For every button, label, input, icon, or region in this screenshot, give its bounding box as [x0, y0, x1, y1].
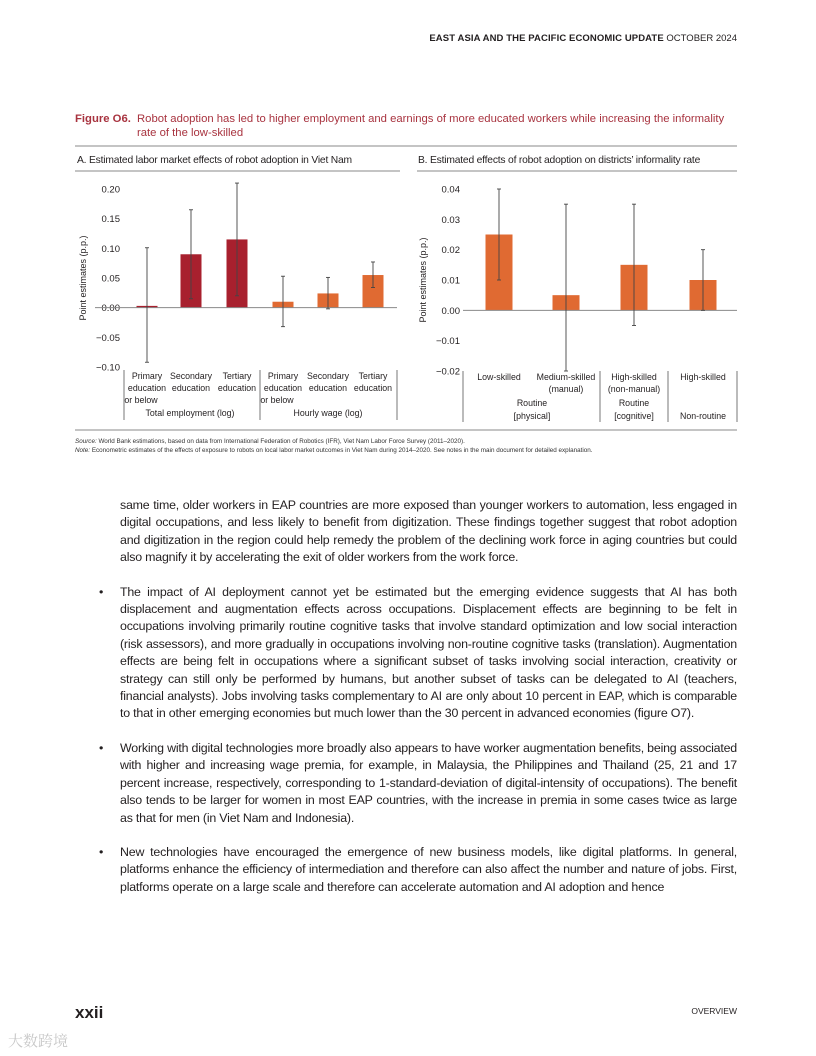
y-tick-label: −0.01 — [435, 336, 460, 348]
bullet-paragraph: • Working with digital technologies more broadly also appears to have worker augmentation benefits, being associated with higher and increasing wage premia, for example, in Malaysia, the Philippines and Thailand (25, 21 and 17 percent increase, respectively, corresponding to 1-standard-deviation of digital-intensity of occupations). The benefit also tends to be larger for women in most EAP countries, with the increase in premia in some cases twice as large as that for men (in Viet Nam and Indonesia). — [120, 740, 737, 827]
group-label: Hourly wage (log) — [293, 408, 363, 418]
category-label: Primary — [131, 371, 163, 381]
source-label: Source: — [75, 438, 97, 445]
group-label: Routine — [618, 398, 650, 408]
group-label: Routine — [516, 398, 548, 408]
category-label: Tertiary — [358, 371, 388, 381]
paragraph: same time, older workers in EAP countries are more exposed than younger workers to automation, less engaged in digital occupations, and less likely to benefit from digitization. These findings together suggest that robot adoption and digitization in the region could help remedy the problem of the declining work force in aging countries but could also magnify it by accelerating the exit of older workers from the work force. — [120, 498, 737, 565]
category-label: education — [353, 383, 393, 393]
category-label: Secondary — [306, 371, 350, 381]
page-number: xxii — [75, 1003, 104, 1022]
category-label: or below — [260, 395, 294, 405]
y-tick-label: 0.15 — [101, 214, 120, 226]
category-label: Primary — [267, 371, 299, 381]
y-axis-label: Point estimates (p.p.) — [418, 237, 428, 323]
y-axis-label: Point estimates (p.p.) — [78, 235, 88, 321]
report-title: EAST ASIA AND THE PACIFIC ECONOMIC UPDATE — [429, 33, 664, 44]
note-line — [75, 446, 592, 455]
category-label: education — [171, 383, 211, 393]
group-label: Non-routine — [680, 411, 726, 421]
category-label: High-skilled — [611, 372, 657, 382]
y-tick-label: 0.04 — [441, 184, 460, 196]
y-tick-label: −0.05 — [95, 332, 120, 344]
y-tick-label: 0.20 — [101, 184, 120, 196]
category-label: Low-skilled — [477, 372, 521, 382]
y-tick-label: −0.10 — [95, 362, 120, 374]
y-tick-label: 0.00 — [101, 303, 120, 315]
panel-a-title: A. Estimated labor market effects of robot adoption in Viet Nam — [77, 155, 352, 166]
group-label: Total employment (log) — [145, 408, 235, 418]
category-label: Medium-skilled — [536, 372, 596, 382]
note-text: Econometric estimates of the effects of exposure to robots on local labor market outcomes in Viet Nam during 2014–2020. See notes in the main document for detailed explanation. — [91, 447, 593, 454]
bullet-paragraph: • The impact of AI deployment cannot yet be estimated but the emerging evidence suggests that AI has both displacement and augmentation effects across occupations. Displacement effects are beginning to be felt in occupations involving primarily routine cognitive tasks that involve standard optimization and low social interaction (risk assessors), and more gradually in occupations involving non-routine cognitive tasks (translation). Augmentation effects are being felt in occupations where a significant subset of tasks involving social interaction, creativity or strategy can still only be performed by humans, but another subset of tasks can be delegated to AI (teachers, financial analysts). Jobs involving tasks complementary to AI are only about 10 percent in EAP, which is comparable to that in other emerging economies but much lower than the 30 percent in advanced economies (figure O7). — [120, 584, 737, 723]
category-label: education — [263, 383, 303, 393]
group-label: [physical] — [513, 411, 551, 421]
y-tick-label: 0.00 — [441, 305, 460, 317]
y-tick-label: 0.02 — [441, 245, 460, 257]
group-label: [cognitive] — [614, 411, 654, 421]
source-text: World Bank estimations, based on data from International Federation of Robotics (IFR), Viet Nam Labor Force Survey (2011–2020). — [98, 438, 465, 445]
category-label: education — [127, 383, 167, 393]
category-label: Tertiary — [222, 371, 252, 381]
figure-notes — [75, 437, 592, 455]
y-tick-label: 0.10 — [101, 243, 120, 255]
category-label: High-skilled — [680, 372, 726, 382]
category-label: (manual) — [548, 384, 584, 394]
y-tick-label: 0.01 — [441, 275, 460, 287]
report-date: OCTOBER 2024 — [666, 33, 737, 44]
figure-charts — [0, 0, 816, 440]
category-label: (non-manual) — [607, 384, 661, 394]
body-text — [120, 497, 737, 913]
category-label: or below — [124, 395, 158, 405]
source-line — [75, 437, 592, 446]
panel-b-title: B. Estimated effects of robot adoption on districts’ informality rate — [418, 155, 701, 166]
category-label: education — [308, 383, 348, 393]
y-tick-label: 0.05 — [101, 273, 120, 285]
category-label: Secondary — [169, 371, 213, 381]
y-tick-label: −0.02 — [435, 366, 460, 378]
figure-title: Robot adoption has led to higher employment and earnings of more educated workers while increasing the informality rate of the low-skilled — [137, 113, 725, 139]
figure-label: Figure O6. — [75, 113, 131, 125]
section-name: OVERVIEW — [691, 1006, 737, 1016]
note-label: Note: — [75, 447, 91, 454]
watermark: 大数跨境 — [8, 1033, 69, 1050]
y-tick-label: 0.03 — [441, 214, 460, 226]
category-label: education — [217, 383, 257, 393]
bullet-paragraph: • New technologies have encouraged the emergence of new business models, like digital platforms. In general, platforms enhance the efficiency of intermediation and therefore can also affect the number and nature of jobs. First, platforms operate on a large scale and therefore can accelerate automation and AI adoption and hence — [120, 844, 737, 896]
